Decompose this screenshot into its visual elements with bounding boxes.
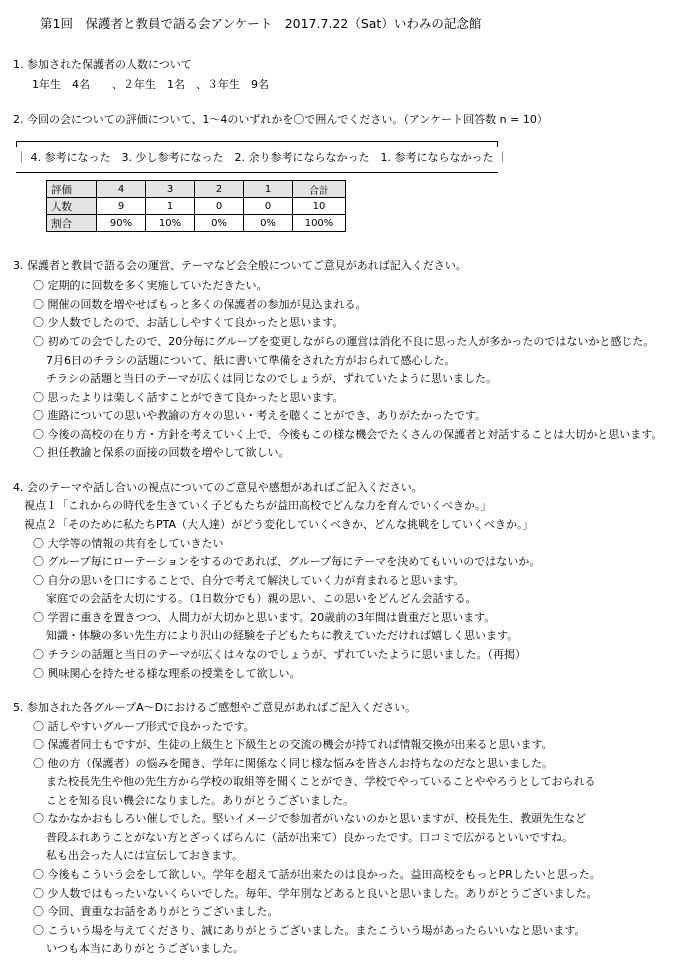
table-cell: 0% bbox=[195, 215, 244, 232]
list-item: 〇 自分の思いを口にすることで、自分で考えて解決していく力が育まれると思います。 bbox=[33, 574, 465, 587]
table-cell: 2 bbox=[195, 181, 244, 198]
table-cell: 10% bbox=[146, 215, 195, 232]
q4-view2: 視点２「そのために私たちPTA（大人達）がどう変化していくべきか、どんな挑戦をしていくべきか。」 bbox=[24, 518, 534, 531]
list-item: ことを知る良い機会になりました。ありがとうございました。 bbox=[46, 794, 354, 807]
table-cell: 1 bbox=[244, 181, 293, 198]
list-item: 家庭での会話を大切にする。（1日数分でも）親の思い、この思いをどんどん会話する。 bbox=[46, 592, 477, 605]
list-item: 〇 進路についての思いや教諭の方々の思い・考えを聴くことができ、ありがたかったです。 bbox=[33, 409, 486, 422]
q3-heading: 3. 保護者と教員で語る会の運営、テーマなど会全般についてご意見があれば記入ください。 bbox=[13, 259, 467, 272]
list-item: 〇 今後もこういう会をして欲しい。学年を超えて話が出来たのは良かった。益田高校をもっとPRしたいと思った。 bbox=[33, 868, 601, 881]
q2-choices: ｜ 4. 参考になった 3. 少し参考になった 2. 余り参考にならなかった 1. 参考にならなかった ｜ bbox=[16, 151, 508, 164]
list-item: 〇 興味関心を持たせる様な理系の授業をして欲しい。 bbox=[33, 667, 301, 680]
table-cell: 割合 bbox=[47, 215, 97, 232]
table-cell: 0 bbox=[244, 198, 293, 215]
table-cell: 10 bbox=[293, 198, 346, 215]
list-item: 〇 グループ毎にローテーションをするのであれば、グループ毎にテーマを決めてもいいのではないか。 bbox=[33, 555, 541, 568]
q4-heading: 4. 会のテーマや話し合いの視点についてのご意見や感想があればご記入ください。 bbox=[13, 481, 423, 494]
list-item: 〇 保護者同士もですが、生徒の上級生と下級生との交流の機会が持てれば情報交換が出来ると思います。 bbox=[33, 738, 553, 751]
list-item: 〇 今回、貴重なお話をありがとうございました。 bbox=[33, 905, 279, 918]
list-item: 7月6日のチラシの話題について、紙に書いて準備をされた方がおられて感心した。 bbox=[46, 354, 456, 367]
list-item: 〇 少人数でしたので、お話ししやすくて良かったと思います。 bbox=[33, 316, 344, 329]
page-title: 第1回 保護者と教員で語る会アンケート 2017.7.22（Sat）いわみの記念館 bbox=[40, 16, 482, 31]
list-item: 〇 チラシの話題と当日のテーマが広くは々なのでしょうが、ずれていたように思いました。（再掲） bbox=[33, 648, 526, 661]
q2-heading: 2. 今回の会についての評価について、1～4のいずれかを〇で囲んでください。（アンケート回答数 n = 10） bbox=[13, 113, 548, 126]
table-cell: 0 bbox=[195, 198, 244, 215]
list-item: 私も出会った人には宣伝しておきます。 bbox=[46, 849, 244, 862]
table-cell: 1 bbox=[146, 198, 195, 215]
table-cell: 0% bbox=[244, 215, 293, 232]
table-cell: 評価 bbox=[47, 181, 97, 198]
table-cell: 合計 bbox=[293, 181, 346, 198]
table-row bbox=[47, 181, 346, 198]
table-row bbox=[47, 198, 346, 215]
list-item: 〇 定期的に回数を多く実施していただきたい。 bbox=[33, 279, 268, 292]
list-item: 〇 今後の高校の在り方・方針を考えていく上で、今後もこの様な機会でたくさんの保護者と対話することは大切かと思います。 bbox=[33, 428, 663, 441]
list-item: 〇 話しやすいグループ形式で良かったです。 bbox=[33, 720, 255, 733]
list-item: 〇 担任教諭と保系の面接の回数を増やして欲しい。 bbox=[33, 446, 290, 459]
list-item: チラシの話題と当日のテーマが広くは同じなのでしょうが、ずれていたように思いました。 bbox=[46, 372, 497, 385]
list-item: 〇 他の方（保護者）の悩みを聞き、学年に関係なく同じ様な悩みを皆さんお持ちなのだなと思いました。 bbox=[33, 757, 554, 770]
table-cell: 100% bbox=[293, 215, 346, 232]
q5-heading: 5. 参加された各グループA～Dにおけるご感想やご意見があればご記入ください。 bbox=[13, 701, 417, 714]
table-cell: 4 bbox=[97, 181, 146, 198]
table-cell: 人数 bbox=[47, 198, 97, 215]
list-item: いつも本当にありがとうございました。 bbox=[46, 942, 244, 955]
list-item: 〇 開催の回数を増やせばもっと多くの保護者の参加が見込まれる。 bbox=[33, 298, 367, 311]
list-item: 〇 思ったよりは楽しく話すことができて良かったと思います。 bbox=[33, 391, 344, 404]
list-item: 〇 大学等の情報の共有をしていきたい bbox=[33, 537, 224, 550]
list-item: 〇 少人数ではもったいないくらいでした。毎年、学年別などあると良いと思いました。ありがとうございました。 bbox=[33, 887, 598, 900]
table-cell: 90% bbox=[97, 215, 146, 232]
list-item: 〇 こういう場を与えてくださり、誠にありがとうございました。またこういう場があったらいいなと思います。 bbox=[33, 924, 586, 937]
list-item: 〇 学習に重きを置きつつ、人間力が大切かと思います。20歳前の3年間は貴重だと思います。 bbox=[33, 611, 496, 624]
rating-table bbox=[46, 180, 346, 232]
list-item: また校長先生や他の先生方から学校の取組等を聞くことができ、学校でやっていることややろうとしておられる bbox=[46, 775, 596, 788]
q4-view1: 視点１「これからの時代を生きていく子どもたちが益田高校でどんな力を育んでいくべきか。」 bbox=[24, 499, 492, 512]
list-item: 〇 初めての会でしたので、20分毎にグループを変更しながらの運営は消化不良に思った人が多かったのではないかと感じた。 bbox=[33, 335, 655, 348]
q1-answer: 1年生 4名 、２年生 1名 、３年生 9名 bbox=[32, 78, 269, 91]
table-cell: 9 bbox=[97, 198, 146, 215]
list-item: 〇 なかなかおもしろい催しでした。堅いイメージで参加者がいないのかと思いますが、校長先生、教頭先生など bbox=[33, 812, 587, 825]
list-item: 普段ふれあうことがない方とざっくばらんに（話が出来て）良かったです。口コミで広がるといいですね。 bbox=[46, 831, 574, 844]
q1-heading: 1. 参加された保護者の人数について bbox=[13, 58, 192, 71]
table-cell: 3 bbox=[146, 181, 195, 198]
table-row bbox=[47, 215, 346, 232]
list-item: 知識・体験の多い先生方により沢山の経験を子どもたちに教えていただければ嬉しく思います。 bbox=[46, 629, 519, 642]
